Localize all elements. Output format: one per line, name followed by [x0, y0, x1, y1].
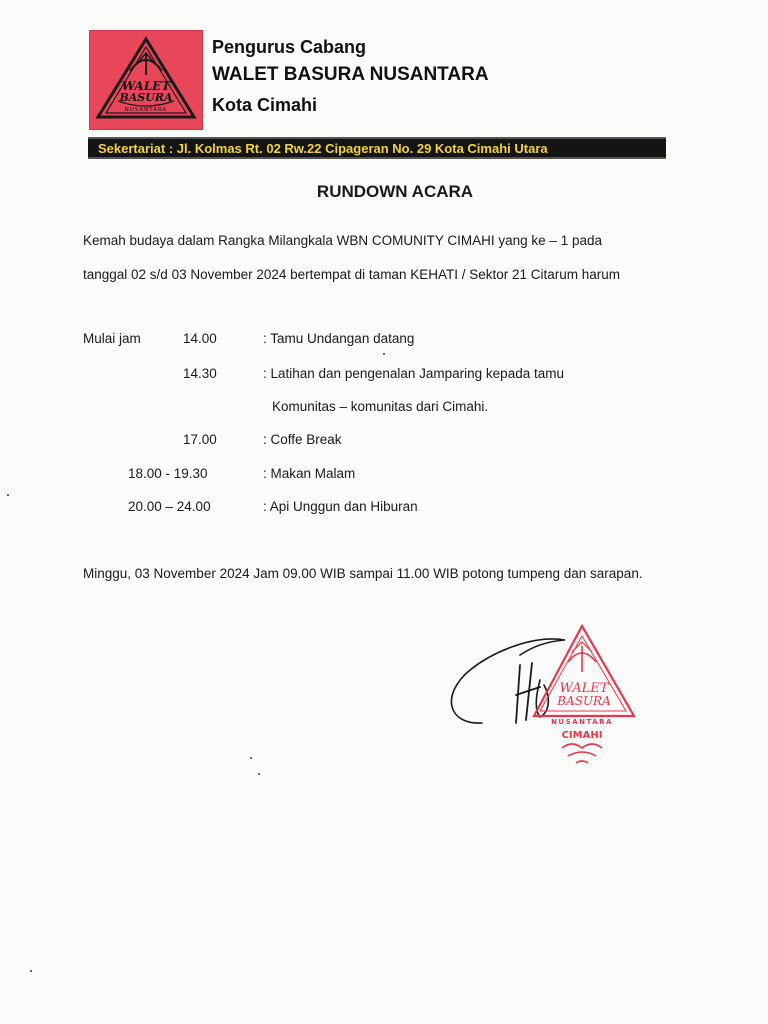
logo-text-1: WALET [121, 79, 171, 93]
stamp-text-4: CIMAHI [561, 730, 603, 741]
org-line-2: WALET BASURA NUSANTARA [212, 64, 489, 85]
organization-stamp [532, 622, 642, 772]
scan-speck [250, 757, 252, 759]
stamp-text-3: NUSANTARA [551, 718, 613, 726]
closing-line: Minggu, 03 November 2024 Jam 09.00 WIB sampai 11.00 WIB potong tumpeng dan sarapan. [83, 566, 643, 581]
stamp-text-1: WALET [559, 681, 609, 696]
schedule-time-1: 14.00 [183, 331, 217, 346]
org-line-1: Pengurus Cabang [212, 37, 367, 57]
schedule-desc-4: : Makan Malam [263, 466, 356, 481]
schedule-time-4: 18.00 - 19.30 [128, 466, 208, 481]
schedule-desc-2-cont: Komunitas – komunitas dari Cimahi. [272, 399, 489, 414]
address-bar [88, 137, 666, 159]
schedule-label: Mulai jam [83, 331, 141, 346]
scan-speck [383, 353, 385, 355]
schedule-desc-2: : Latihan dan pengenalan Jamparing kepada tamu [263, 366, 564, 381]
logo-text-3: NUSANTARA [124, 107, 168, 113]
scan-speck [30, 970, 32, 972]
schedule-desc-1: : Tamu Undangan datang [263, 331, 415, 346]
document-title: RUNDOWN ACARA [316, 182, 474, 201]
org-line-3: Kota Cimahi [212, 95, 318, 115]
logo-emblem-icon [90, 31, 202, 129]
schedule-desc-5: : Api Unggun dan Hiburan [263, 499, 418, 514]
intro-line-1: Kemah budaya dalam Rangka Milangkala WBN COMUNITY CIMAHI yang ke – 1 pada [83, 233, 602, 248]
schedule-desc-3: : Coffe Break [263, 432, 342, 447]
scan-speck [258, 773, 260, 775]
intro-line-2: tanggal 02 s/d 03 November 2024 bertempat di taman KEHATI / Sektor 21 Citarum harum [83, 267, 621, 282]
stamp-text-2: BASURA [557, 694, 611, 708]
address-text: Sekertariat : Jl. Kolmas Rt. 02 Rw.22 Cipageran No. 29 Kota Cimahi Utara [98, 141, 548, 156]
organization-logo [89, 30, 203, 130]
schedule-time-3: 17.00 [183, 432, 217, 447]
schedule-time-2: 14.30 [183, 366, 217, 381]
scan-speck [7, 494, 9, 496]
schedule-time-5: 20.00 – 24.00 [128, 499, 211, 514]
logo-text-2: BASURA [119, 91, 173, 104]
